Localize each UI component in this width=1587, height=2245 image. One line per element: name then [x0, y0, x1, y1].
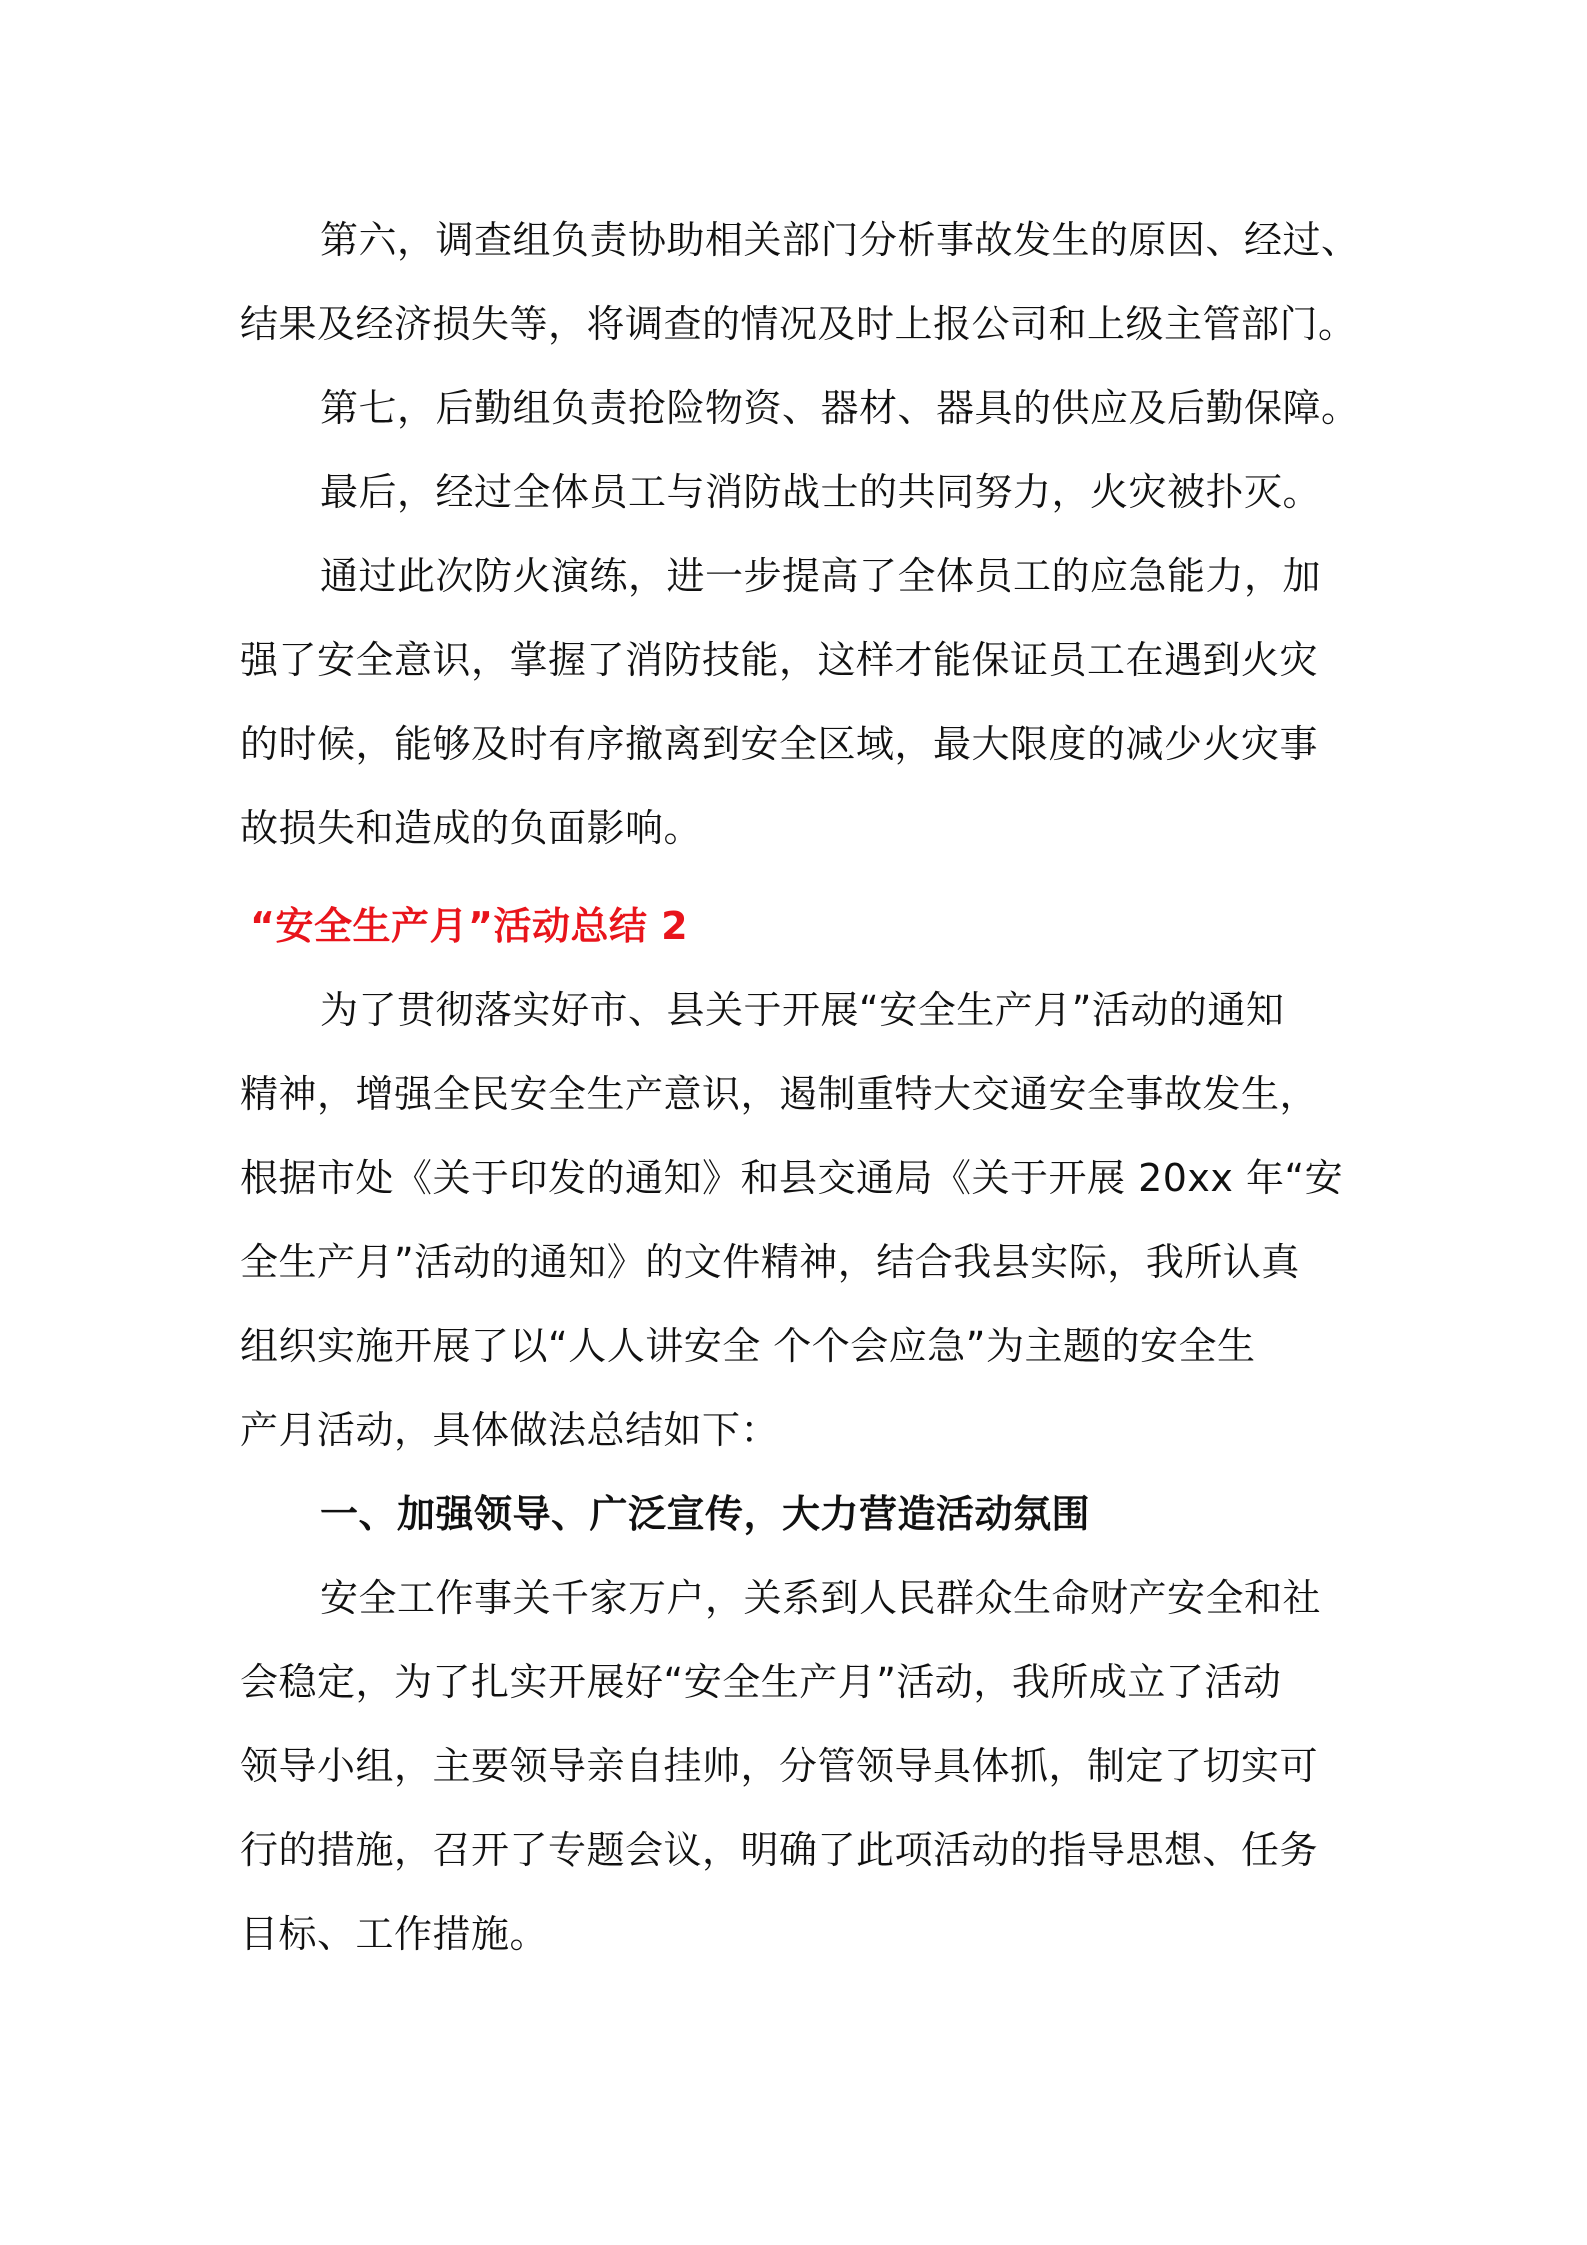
paragraph-line: 组织实施开展了以“人人讲安全 个个会应急”为主题的安全生: [240, 1324, 1256, 1368]
paragraph-line: 全生产月”活动的通知》的文件精神，结合我县实际，我所认真: [240, 1240, 1300, 1284]
section-heading: 一、加强领导、广泛宣传，大力营造活动氛围: [320, 1492, 1091, 1536]
paragraph-line: 产月活动，具体做法总结如下：: [240, 1408, 780, 1452]
paragraph-line: 强了安全意识，掌握了消防技能，这样才能保证员工在遇到火灾: [240, 638, 1319, 682]
paragraph-line: 会稳定，为了扎实开展好“安全生产月”活动，我所成立了活动: [240, 1660, 1282, 1704]
paragraph-line: 第六，调查组负责协助相关部门分析事故发生的原因、经过、: [320, 218, 1360, 262]
paragraph-line: 领导小组，主要领导亲自挂帅，分管领导具体抓，制定了切实可: [240, 1744, 1319, 1788]
paragraph-line: 精神，增强全民安全生产意识，遏制重特大交通安全事故发生，: [240, 1072, 1319, 1116]
paragraph-line: 结果及经济损失等，将调查的情况及时上报公司和上级主管部门。: [240, 302, 1357, 346]
paragraph-line: 为了贯彻落实好市、县关于开展“安全生产月”活动的通知: [320, 988, 1285, 1032]
paragraph-line: 目标、工作措施。: [240, 1912, 549, 1956]
paragraph-line: 故损失和造成的负面影响。: [240, 806, 703, 850]
paragraph-line: 通过此次防火演练，进一步提高了全体员工的应急能力，加: [320, 554, 1322, 598]
paragraph-line: 最后，经过全体员工与消防战士的共同努力，火灾被扑灭。: [320, 470, 1322, 514]
paragraph-line: 的时候，能够及时有序撤离到安全区域，最大限度的减少火灾事: [240, 722, 1319, 766]
paragraph-line: 安全工作事关千家万户，关系到人民群众生命财产安全和社: [320, 1576, 1322, 1620]
paragraph-line: 行的措施，召开了专题会议，明确了此项活动的指导思想、任务: [240, 1828, 1319, 1872]
paragraph-line: 第七，后勤组负责抢险物资、器材、器具的供应及后勤保障。: [320, 386, 1360, 430]
paragraph-line: 根据市处《关于印发的通知》和县交通局《关于开展 20xx 年“安: [240, 1156, 1344, 1200]
section-heading-red: “安全生产月”活动总结 2: [250, 904, 689, 948]
